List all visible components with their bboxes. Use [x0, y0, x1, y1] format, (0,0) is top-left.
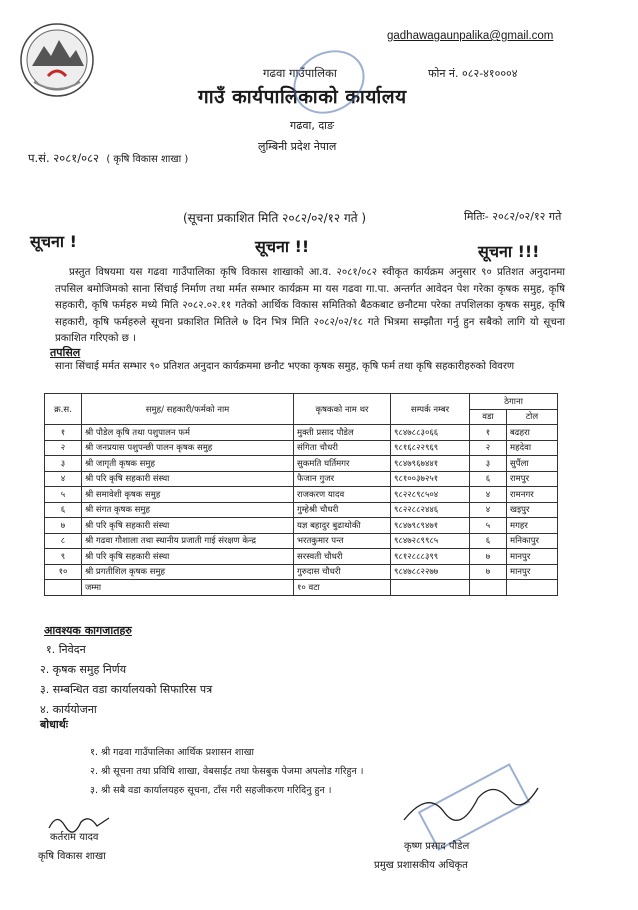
bodhartha-item: ३. श्री सबै वडा कार्यालयहरु सूचना, टाँस गरी सहजीकरण गरिदिनु हुन । [90, 785, 332, 796]
row-ward: ६ [470, 533, 507, 549]
reference-number: प.सं. २०८१/०८२ ( कृषि विकास शाखा ) [28, 151, 189, 165]
letter-date: मितिः- २०८२/०२/१२ गते [464, 210, 562, 223]
province-name: लुम्बिनी प्रदेश नेपाल [258, 140, 337, 153]
row-group-name: श्री गढवा गौशाला तथा स्थानीय प्रजाती गाई संरक्षण केन्द्र [82, 533, 294, 549]
email-address[interactable]: gadhawagaunpalika@gmail.com [387, 30, 554, 42]
nepal-emblem-logo [18, 20, 96, 100]
table-row [45, 549, 558, 565]
row-tole: मानपुर [507, 549, 558, 565]
row-farmer-name: मुक्ती प्रसाद पौडेल [294, 425, 391, 441]
header-tole: टोल [507, 409, 558, 425]
row-contact: ९८४७८८२२७७ [391, 564, 470, 580]
notice-heading-2: सूचना !! [255, 237, 310, 256]
table-row [45, 533, 558, 549]
row-ward: २ [470, 440, 507, 456]
row-sn: ६ [45, 502, 82, 518]
row-contact: ९८४७८८३०६६ [391, 425, 470, 441]
table-row [45, 425, 558, 441]
row-group-name: श्री जागृती कृषक समुह [82, 456, 294, 472]
notice-body [55, 265, 565, 348]
tapsil-description: साना सिंचाई मर्मत सम्भार ९० प्रतिशत अनुदान कार्यक्रममा छनौट भएका कृषक समुह, कृषि फर्म तथा कृषि सहकारीहरुको विवरण [55, 361, 515, 372]
selected-groups-table [44, 393, 558, 596]
requirement-item: ४. कार्ययोजना [40, 703, 97, 716]
bodhartha-item: १. श्री गढवा गाउँपालिका आर्थिक प्रशासन शाखा [90, 747, 254, 758]
row-ward: ४ [470, 487, 507, 503]
right-signatory-name: कृष्ण प्रसाद पौडेल [404, 841, 470, 852]
office-stamp [282, 38, 376, 126]
table-row [45, 440, 558, 456]
municipality-name: गढवा गाउँपालिका [263, 66, 337, 80]
tapsil-title: तपसिल [50, 346, 81, 359]
header-ward: वडा [470, 409, 507, 425]
total-value: १० वटा [294, 580, 391, 596]
row-ward: ७ [470, 549, 507, 565]
row-tole: सुर्पैला [507, 456, 558, 472]
row-sn: १ [45, 425, 82, 441]
row-sn: ७ [45, 518, 82, 534]
row-farmer-name: सरस्वती चौधरी [294, 549, 391, 565]
notice-heading-3: सूचना !!! [478, 242, 540, 261]
left-signatory-title: कृषि विकास शाखा [38, 851, 106, 862]
row-farmer-name: यज्ञ बहादुर बुढाथोकी [294, 518, 391, 534]
table-total-row [45, 580, 558, 596]
row-group-name: श्री संगत कृषक समुह [82, 502, 294, 518]
row-tole: रामनगर [507, 487, 558, 503]
office-title: गाउँ कार्यपालिकाको कार्यालय [198, 86, 407, 108]
row-tole: मनिकापुर [507, 533, 558, 549]
requirement-item: १. निवेदन [46, 643, 86, 656]
row-farmer-name: गुम्हेश्री चौधरी [294, 502, 391, 518]
row-tole: महदेवा [507, 440, 558, 456]
row-group-name: श्री परि कृषि सहकारी संस्था [82, 471, 294, 487]
row-sn: १० [45, 564, 82, 580]
right-signature [398, 770, 548, 830]
requirement-item: ३. सम्बन्धित वडा कार्यालयको सिफारिस पत्र [40, 683, 213, 696]
row-group-name: श्री परि कृषि सहकारी संस्था [82, 549, 294, 565]
row-farmer-name: संगिता चौधरी [294, 440, 391, 456]
requirement-item: २. कृषक समुह निर्णय [40, 663, 127, 676]
requirements-title: आवश्यक कागजातहरु [44, 624, 132, 637]
bodhartha-item: २. श्री सूचना तथा प्रविधि शाखा, वेबसाईट तथा फेसबुक पेजमा अपलोड गरिहुन । [90, 766, 364, 777]
row-tole: बढहरा [507, 425, 558, 441]
phone-number: फोन नं. ०८२-४१०००४ [428, 67, 518, 80]
header-location: ठेगाना [470, 394, 558, 410]
row-contact: ९८१६८२२९६९ [391, 440, 470, 456]
row-ward: ७ [470, 564, 507, 580]
header-contact: सम्पर्क नम्बर [391, 394, 470, 425]
row-tole: खइपुर [507, 502, 558, 518]
table-row [45, 502, 558, 518]
row-farmer-name: भरतकुमार पन्त [294, 533, 391, 549]
row-farmer-name: फैजान गुजर [294, 471, 391, 487]
right-signatory-title: प्रमुख प्रशासकीय अधिकृत [374, 860, 468, 871]
row-farmer-name: सुकमति घर्तिमगर [294, 456, 391, 472]
row-contact: ९८१२८८८३९९ [391, 549, 470, 565]
row-group-name: श्री पौडेल कृषि तथा पशुपालन फर्म [82, 425, 294, 441]
table-row [45, 564, 558, 580]
left-signatory-name: कर्तराम यादव [50, 832, 99, 843]
row-sn: ८ [45, 533, 82, 549]
row-sn: ५ [45, 487, 82, 503]
row-farmer-name: राजकरण यादव [294, 487, 391, 503]
row-ward: १ [470, 425, 507, 441]
bodhartha-title: बोधार्थः [40, 718, 68, 731]
row-ward: ४ [470, 502, 507, 518]
row-contact: ९८४७९८९४७१ [391, 518, 470, 534]
office-address: गढवा, दाङ [290, 119, 335, 132]
row-tole: मानपुर [507, 564, 558, 580]
table-row [45, 518, 558, 534]
row-group-name: श्री प्रगतीशिल कृषक समुह [82, 564, 294, 580]
row-sn: ९ [45, 549, 82, 565]
total-label: जम्मा [82, 580, 294, 596]
row-contact: ९८४७९६७४४१ [391, 456, 470, 472]
row-group-name: श्री समावेशी कृषक समुह [82, 487, 294, 503]
header-sn: क्र.स. [45, 394, 82, 425]
row-group-name: श्री जनप्रयास पशुपन्छी पालन कृषक समुह [82, 440, 294, 456]
row-ward: ६ [470, 471, 507, 487]
published-date: (सूचना प्रकाशित मिति २०८२/०२/१२ गते ) [183, 211, 367, 225]
row-tole: रामपुर [507, 471, 558, 487]
row-ward: ५ [470, 518, 507, 534]
row-group-name: श्री परि कृषि सहकारी संस्था [82, 518, 294, 534]
table-row [45, 471, 558, 487]
notice-heading-1: सूचना ! [30, 232, 77, 251]
row-sn: ३ [45, 456, 82, 472]
row-contact: ९८२२८९८५०४ [391, 487, 470, 503]
row-farmer-name: गुरुदास चौधरी [294, 564, 391, 580]
row-contact: ९८१००३७२५१ [391, 471, 470, 487]
header-group-name: समुह/ सहकारी/फर्मको नाम [82, 394, 294, 425]
row-sn: ४ [45, 471, 82, 487]
table-row [45, 456, 558, 472]
row-contact: ९८४७२८९९८५ [391, 533, 470, 549]
notice-body-text: प्रस्तुत विषयमा यस गढवा गाउँपालिका कृषि विकास शाखाको आ.व. २०८१/०८२ स्वीकृत कार्यक्रम अनुसार ९० प्रतिशत अनुदानमा तपसिल बमोजिमको साना सिंचाई निर्माण तथा मर्मत सम्भार कार्यक्रम मा यस गढवा गा.पा. अन्तर्गत आवेदन पेश गरेका कृषक समुह, कृषि सहकारी, कृषि फर्महरु मध्ये मिति २०८२.०२.११ गतेको आर्थिक विकास समितिको बैठकबाट छनौटमा परेका तपशिलका कृषक समुह, कृषि सहकारी, कृषि फर्महरुले सूचना प्रकाशित मितिले ७ दिन भित्र मिति २०८२/०२/१८ गते भित्रमा सम्झौता गर्नु हुन सबैको लागि यो सूचना प्रकाशित गरिएको छ । [55, 267, 565, 345]
row-sn: २ [45, 440, 82, 456]
row-ward: ३ [470, 456, 507, 472]
table-row [45, 487, 558, 503]
header-farmer-name: कृषकको नाम थर [294, 394, 391, 425]
row-contact: ९८२२८८२४४६ [391, 502, 470, 518]
row-tole: मगहर [507, 518, 558, 534]
